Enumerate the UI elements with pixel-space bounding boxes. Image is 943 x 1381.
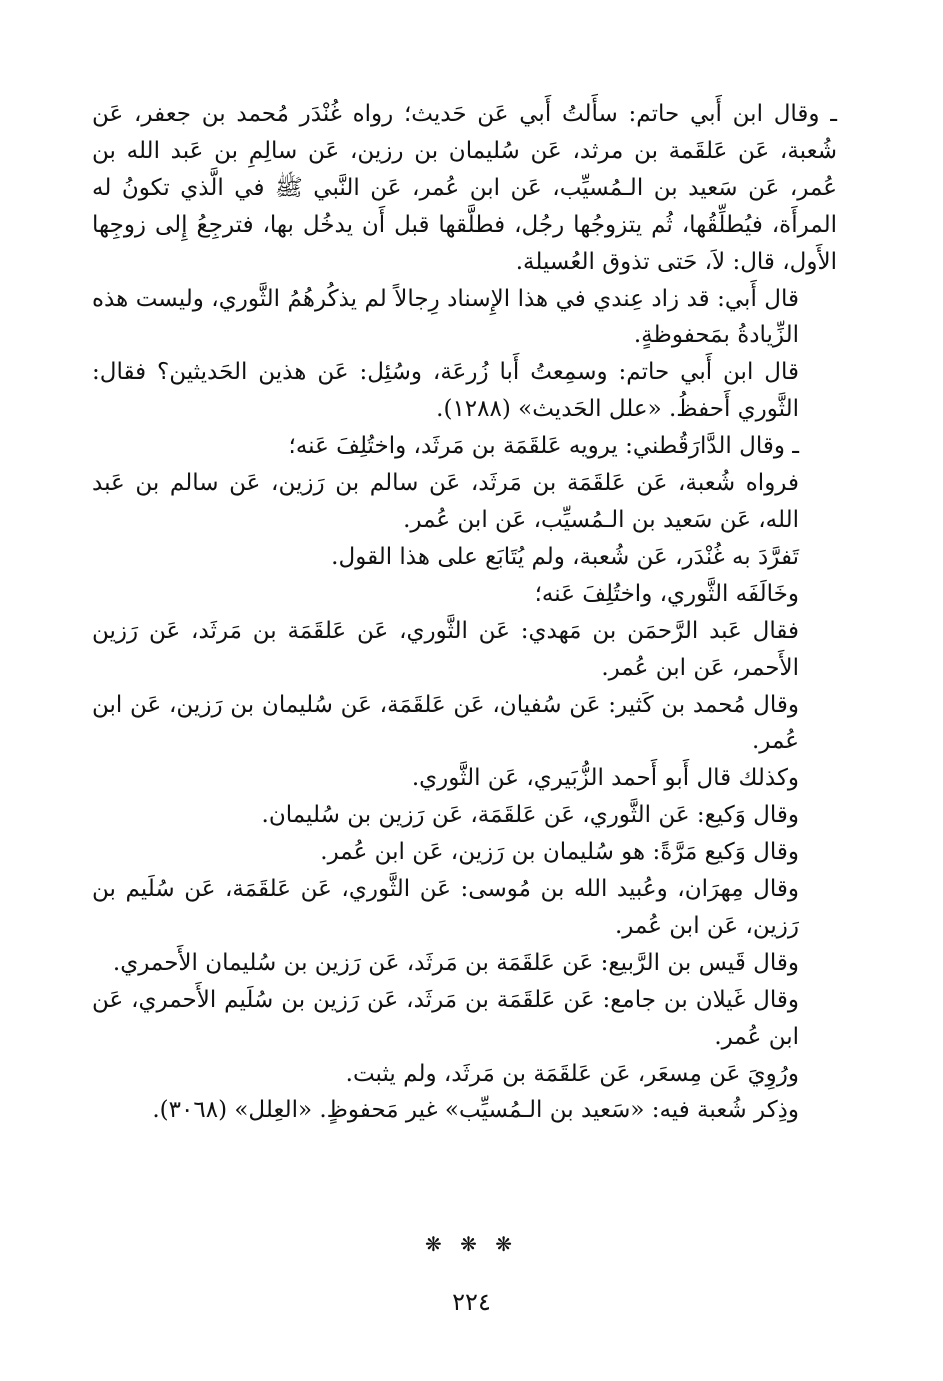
paragraph: ـ وقال ابن أَبي حاتم: سأَلتُ أَبي عَن حَديث؛ رواه غُنْدَر مُحمد بن جعفر، عَن شُعبة، عَن عَلقَمة بن مرثد، عَن سُليمان بن رزين، عَن سالِمِ بن عَبد الله بن عُمر، عَن سَعيد بن الـمُسيِّب، عَن ابن عُمر، عَن النَّبي ﷺ في الَّذي تكونُ له المرأَة، فيُطلِّقُها، ثُم يتزوجُها رجُل، فطلَّقها قبل أَن يدخُل بها، فترجِعُ إِلى زوجِها الأَول، قال: لاَ، حَتى تذوق العُسيلة. (92, 101, 837, 275)
paragraph: وقال وَكيع: عَن الثَّوري، عَن عَلقَمَة، عَن رَزين بن سُليمان. (261, 802, 799, 829)
paragraph: وخَالَفَه الثَّوري، واختُلِفَ عَنه؛ (534, 580, 799, 607)
body-text (92, 96, 837, 1129)
paragraph: وكذلك قال أَبو أَحمد الزُّبَيري، عَن الثَّوري. (411, 765, 799, 792)
paragraph: وقال قَيس بن الرَّبيع: عَن عَلقَمَة بن مَرثَد، عَن رَزين بن سُليمان الأَحمري. (112, 949, 799, 976)
paragraph: وقال وَكيع مَرَّةً: هو سُليمان بن رَزين، عَن ابن عُمر. (320, 839, 799, 866)
page-number: ٢٢٤ (452, 1288, 491, 1316)
paragraph: وقال غَيلان بن جامع: عَن عَلقَمَة بن مَرثَد، عَن رَزين بن سُلَيم الأَحمري، عَن ابن عُمر. (92, 986, 799, 1050)
paragraph: قال أَبي: قد زاد عِندي في هذا الإِسناد رِجالاً لم يذكُرهُمُ الثَّوري، وليست هذه الزِّيادةُ بمَحفوظةٍ. (92, 285, 799, 349)
paragraph: وقال مُحمد بن كَثير: عَن سُفيان، عَن عَلقَمَة، عَن سُليمان بن رَزين، عَن ابن عُمر. (92, 691, 799, 755)
paragraph: تَفرَّدَ به غُنْدَر، عَن شُعبة، ولم يُتَابَع على هذا القول. (331, 543, 799, 570)
paragraph: وذِكر شُعبة فيه: «سَعيد بن الـمُسيِّب» غير مَحفوظٍ. «العِلل» (٣٠٦٨). (152, 1097, 799, 1124)
paragraph: وقال مِهرَان، وعُبيد الله بن مُوسى: عَن الثَّوري، عَن عَلقَمَة، عَن سُلَيم بن رَزين، عَن ابن عُمر. (92, 876, 799, 939)
paragraph: ورُوِيَ عَن مِسعَر، عَن عَلقَمَة بن مَرثَد، ولم يثبت. (345, 1060, 799, 1087)
paragraph: فقال عَبد الرَّحمَن بن مَهدي: عَن الثَّوري، عَن عَلقَمَة بن مَرثَد، عَن رَزين الأَحمر، عَن ابن عُمر. (92, 617, 799, 681)
paragraph: ـ وقال الدَّارَقُطني: يرويه عَلقَمَة بن مَرثَد، واختُلِفَ عَنه؛ (288, 433, 799, 460)
paragraph: فرواه شُعبة، عَن عَلقَمَة بن مَرثَد، عَن سالم بن رَزين، عَن سالم بن عَبد الله، عَن سَعيد بن الـمُسيِّب، عَن ابن عُمر. (92, 470, 799, 533)
paragraph: قال ابن أَبي حاتم: وسمِعتُ أَبا زُرعَة، وسُئِل: عَن هذين الحَديثين؟ فقال: الثَّوري أَحفظُ. «علل الحَديث» (١٢٨٨). (92, 359, 799, 423)
section-divider: ❋ ❋ ❋ (425, 1232, 518, 1256)
